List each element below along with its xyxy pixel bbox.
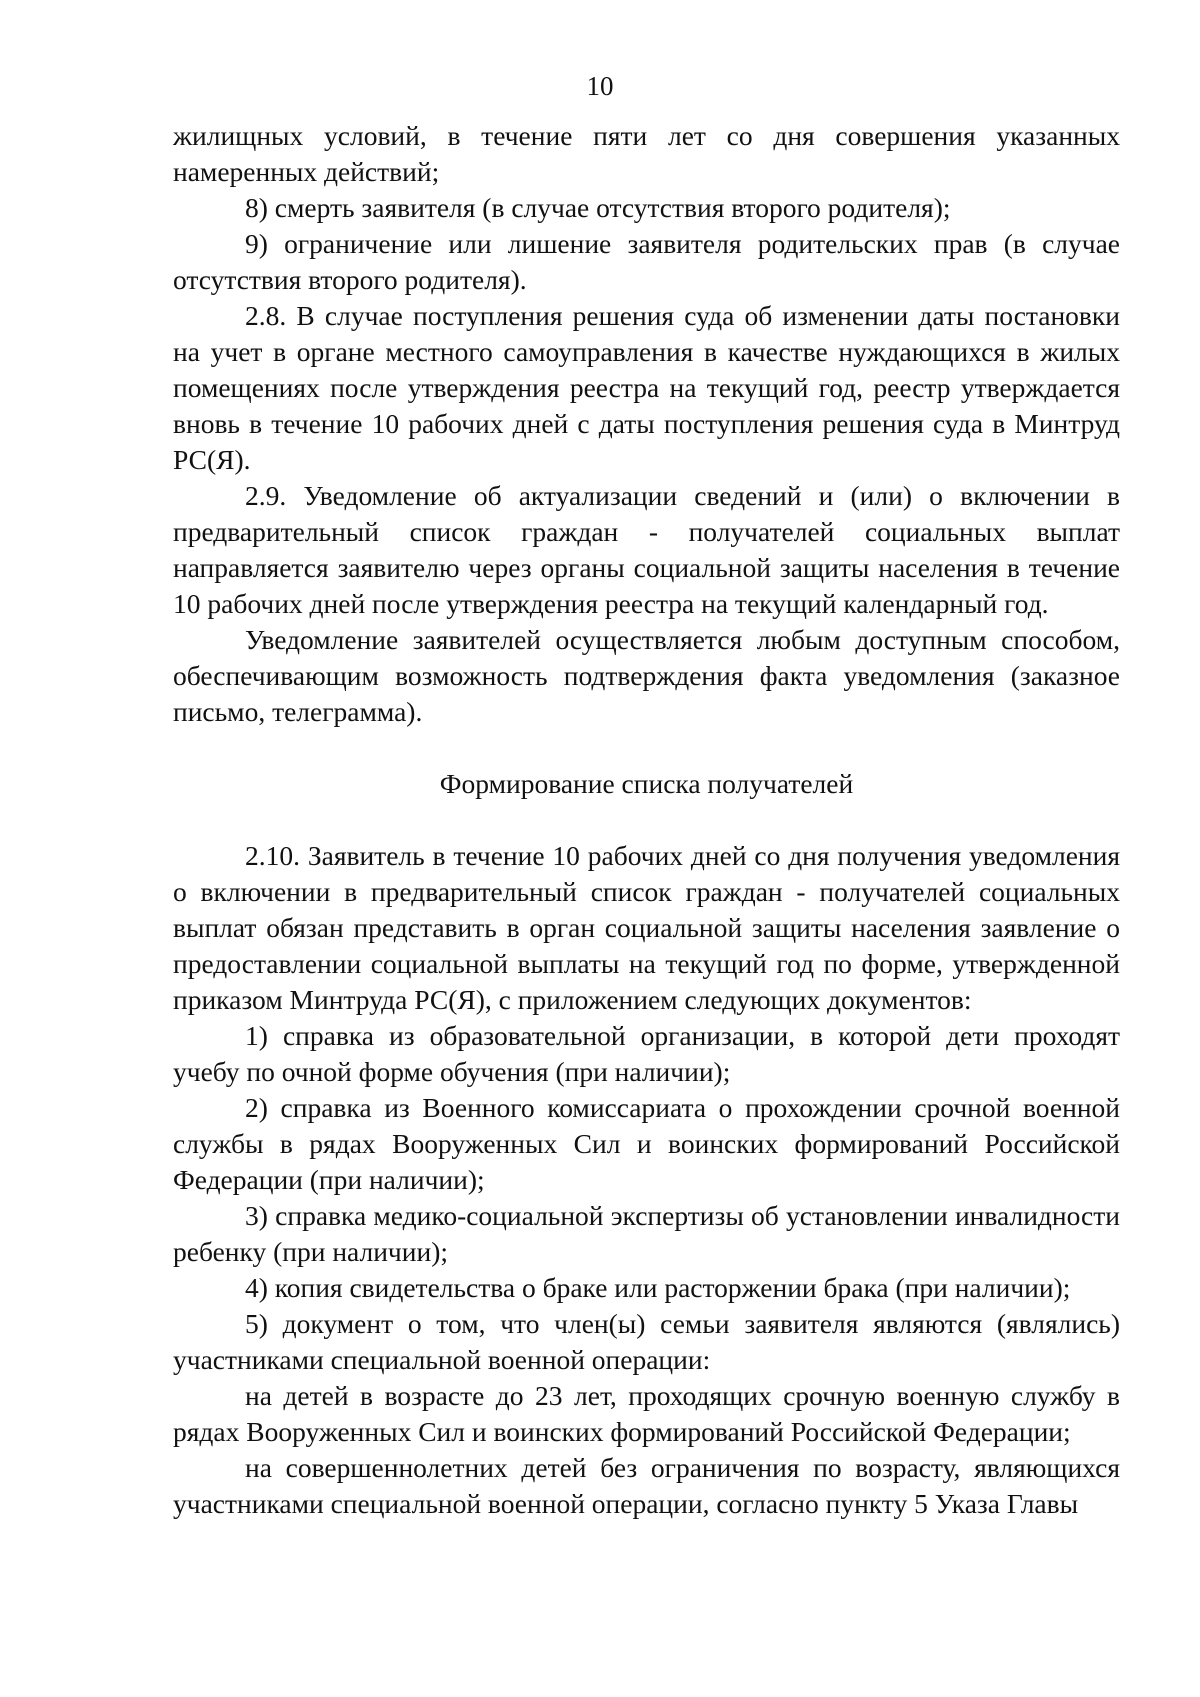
list-item-8: 8) смерть заявителя (в случае отсутствия второго родителя); [245,192,951,223]
section-heading: Формирование списка получателей [439,768,854,799]
clause-2-8: 2.8. В случае поступления решения суда об изменении даты постановки на учет в органе местного самоуправления в качестве нуждающихся в жилых помещениях после утверждения реестра на текущий год, реестр утверждается вновь в течение 10 рабочих дней с даты поступления решения суда в Минтруд РС(Я). [173,300,1120,475]
notification-method-paragraph: Уведомление заявителей осуществляется любым доступным способом, обеспечивающим возможность подтверждения факта уведомления (заказное письмо, телеграмма). [173,624,1120,727]
document-body [173,118,1120,1522]
page-number: 10 [586,71,614,101]
document-item-3: 3) справка медико-социальной экспертизы об установлении инвалидности ребенку (при наличии); [173,1200,1120,1267]
document-item-4: 4) копия свидетельства о браке или расторжении брака (при наличии); [245,1272,1071,1303]
sub-item-children-under-23: на детей в возрасте до 23 лет, проходящих срочную военную службу в рядах Вооруженных Сил и воинских формирований Российской Федерации; [173,1380,1120,1447]
document-item-2: 2) справка из Военного комиссариата о прохождении срочной военной службы в рядах Вооруженных Сил и воинских формирований Российской Федерации (при наличии); [173,1092,1120,1195]
document-item-5: 5) документ о том, что член(ы) семьи заявителя являются (являлись) участниками специальной военной операции: [173,1308,1120,1375]
clause-2-10: 2.10. Заявитель в течение 10 рабочих дней со дня получения уведомления о включении в предварительный список граждан - получателей социальных выплат обязан представить в орган социальной защиты населения заявление о предоставлении социальной выплаты на текущий год по форме, утвержденной приказом Минтруда РС(Я), с приложением следующих документов: [173,840,1120,1015]
clause-2-9: 2.9. Уведомление об актуализации сведений и (или) о включении в предварительный список граждан - получателей социальных выплат направляется заявителю через органы социальной защиты населения в течение 10 рабочих дней после утверждения реестра на текущий календарный год. [173,480,1120,619]
document-item-1: 1) справка из образовательной организации, в которой дети проходят учебу по очной форме обучения (при наличии); [173,1020,1120,1087]
paragraph-continuation: жилищных условий, в течение пяти лет со дня совершения указанных намеренных действий; [173,120,1120,187]
list-item-9: 9) ограничение или лишение заявителя родительских прав (в случае отсутствия второго родителя). [173,228,1120,295]
sub-item-adult-children: на совершеннолетних детей без ограничения по возрасту, являющихся участниками специальной военной операции, согласно пункту 5 Указа Главы [173,1452,1120,1519]
